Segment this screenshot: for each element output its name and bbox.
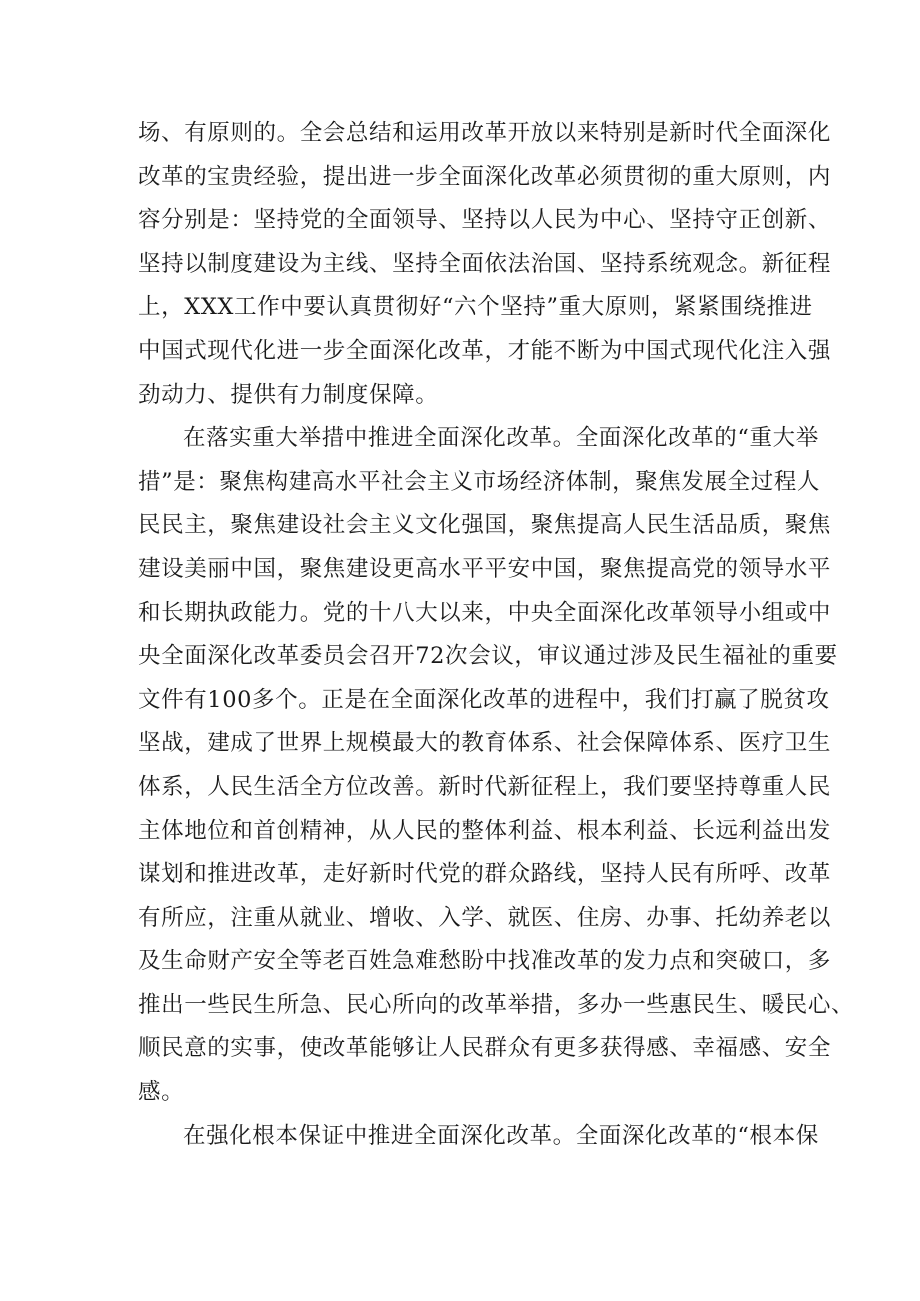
paragraph-1-line-3: 容分别是：坚持党的全面领导、坚持以人民为中心、坚持守正创新、 [138, 207, 832, 234]
body-text [138, 112, 855, 1158]
paragraph-1-line-1: 场、有原则的。全会总结和运用改革开放以来特别是新时代全面深化 [138, 120, 832, 146]
paragraph-2-line-11: 谋划和推进改革，走好新时代党的群众路线，坚持人民有所呼、改革 [138, 861, 832, 888]
paragraph-2-line-16: 感。 [138, 1079, 185, 1106]
paragraph-1-line-6: 中国式现代化进一步全面深化改革，才能不断为中国式现代化注入强 [138, 337, 832, 364]
paragraph-2-line-14: 推出一些民生所急、民心所向的改革举措，多办一些惠民生、暖民心、 [138, 991, 855, 1018]
paragraph-2-line-15: 顺民意的实事，使改革能够让人民群众有更多获得感、幸福感、安全 [138, 1035, 832, 1062]
paragraph-1-line-2: 改革的宝贵经验，提出进一步全面深化改革必须贯彻的重大原则，内 [138, 163, 832, 190]
paragraph-3-line-1: 在强化根本保证中推进全面深化改革。全面深化改革的“根本保 [183, 1122, 819, 1149]
paragraph-2-line-2: 措”是：聚焦构建高水平社会主义市场经济体制，聚焦发展全过程人 [138, 468, 821, 495]
paragraph-2-line-13: 及生命财产安全等老百姓急难愁盼中找准改革的发力点和突破口，多 [138, 948, 832, 975]
paragraph-1-line-4: 坚持以制度建设为主线、坚持全面依法治国、坚持系统观念。新征程 [138, 250, 832, 277]
paragraph-2-line-10: 主体地位和首创精神，从人民的整体利益、根本利益、长远利益出发 [138, 817, 832, 844]
paragraph-2-line-12: 有所应，注重从就业、增收、入学、就医、住房、办事、托幼养老以 [138, 904, 832, 931]
paragraph-2-line-1: 在落实重大举措中推进全面深化改革。全面深化改革的“重大举 [183, 425, 819, 452]
paragraph-2-line-3: 民民主，聚焦建设社会主义文化强国，聚焦提高人民生活品质，聚焦 [138, 512, 832, 539]
paragraph-2-line-4: 建设美丽中国，聚焦建设更高水平平安中国，聚焦提高党的领导水平 [138, 555, 832, 582]
paragraph-2-line-6: 央全面深化改革委员会召开72次会议，审议通过涉及民生福祉的重要 [138, 643, 838, 670]
paragraph-1-line-7: 劲动力、提供有力制度保障。 [138, 381, 439, 408]
paragraph-1-line-5: 上，XXX工作中要认真贯彻好“六个坚持”重大原则，紧紧围绕推进 [138, 294, 813, 321]
paragraph-2-line-9: 体系，人民生活全方位改善。新时代新征程上，我们要坚持尊重人民 [138, 773, 832, 800]
paragraph-2-line-8: 坚战，建成了世界上规模最大的教育体系、社会保障体系、医疗卫生 [138, 730, 832, 757]
paragraph-2-line-5: 和长期执政能力。党的十八大以来，中央全面深化改革领导小组或中 [138, 599, 832, 626]
paragraph-2-line-7: 文件有100多个。正是在全面深化改革的进程中，我们打赢了脱贫攻 [138, 686, 830, 713]
